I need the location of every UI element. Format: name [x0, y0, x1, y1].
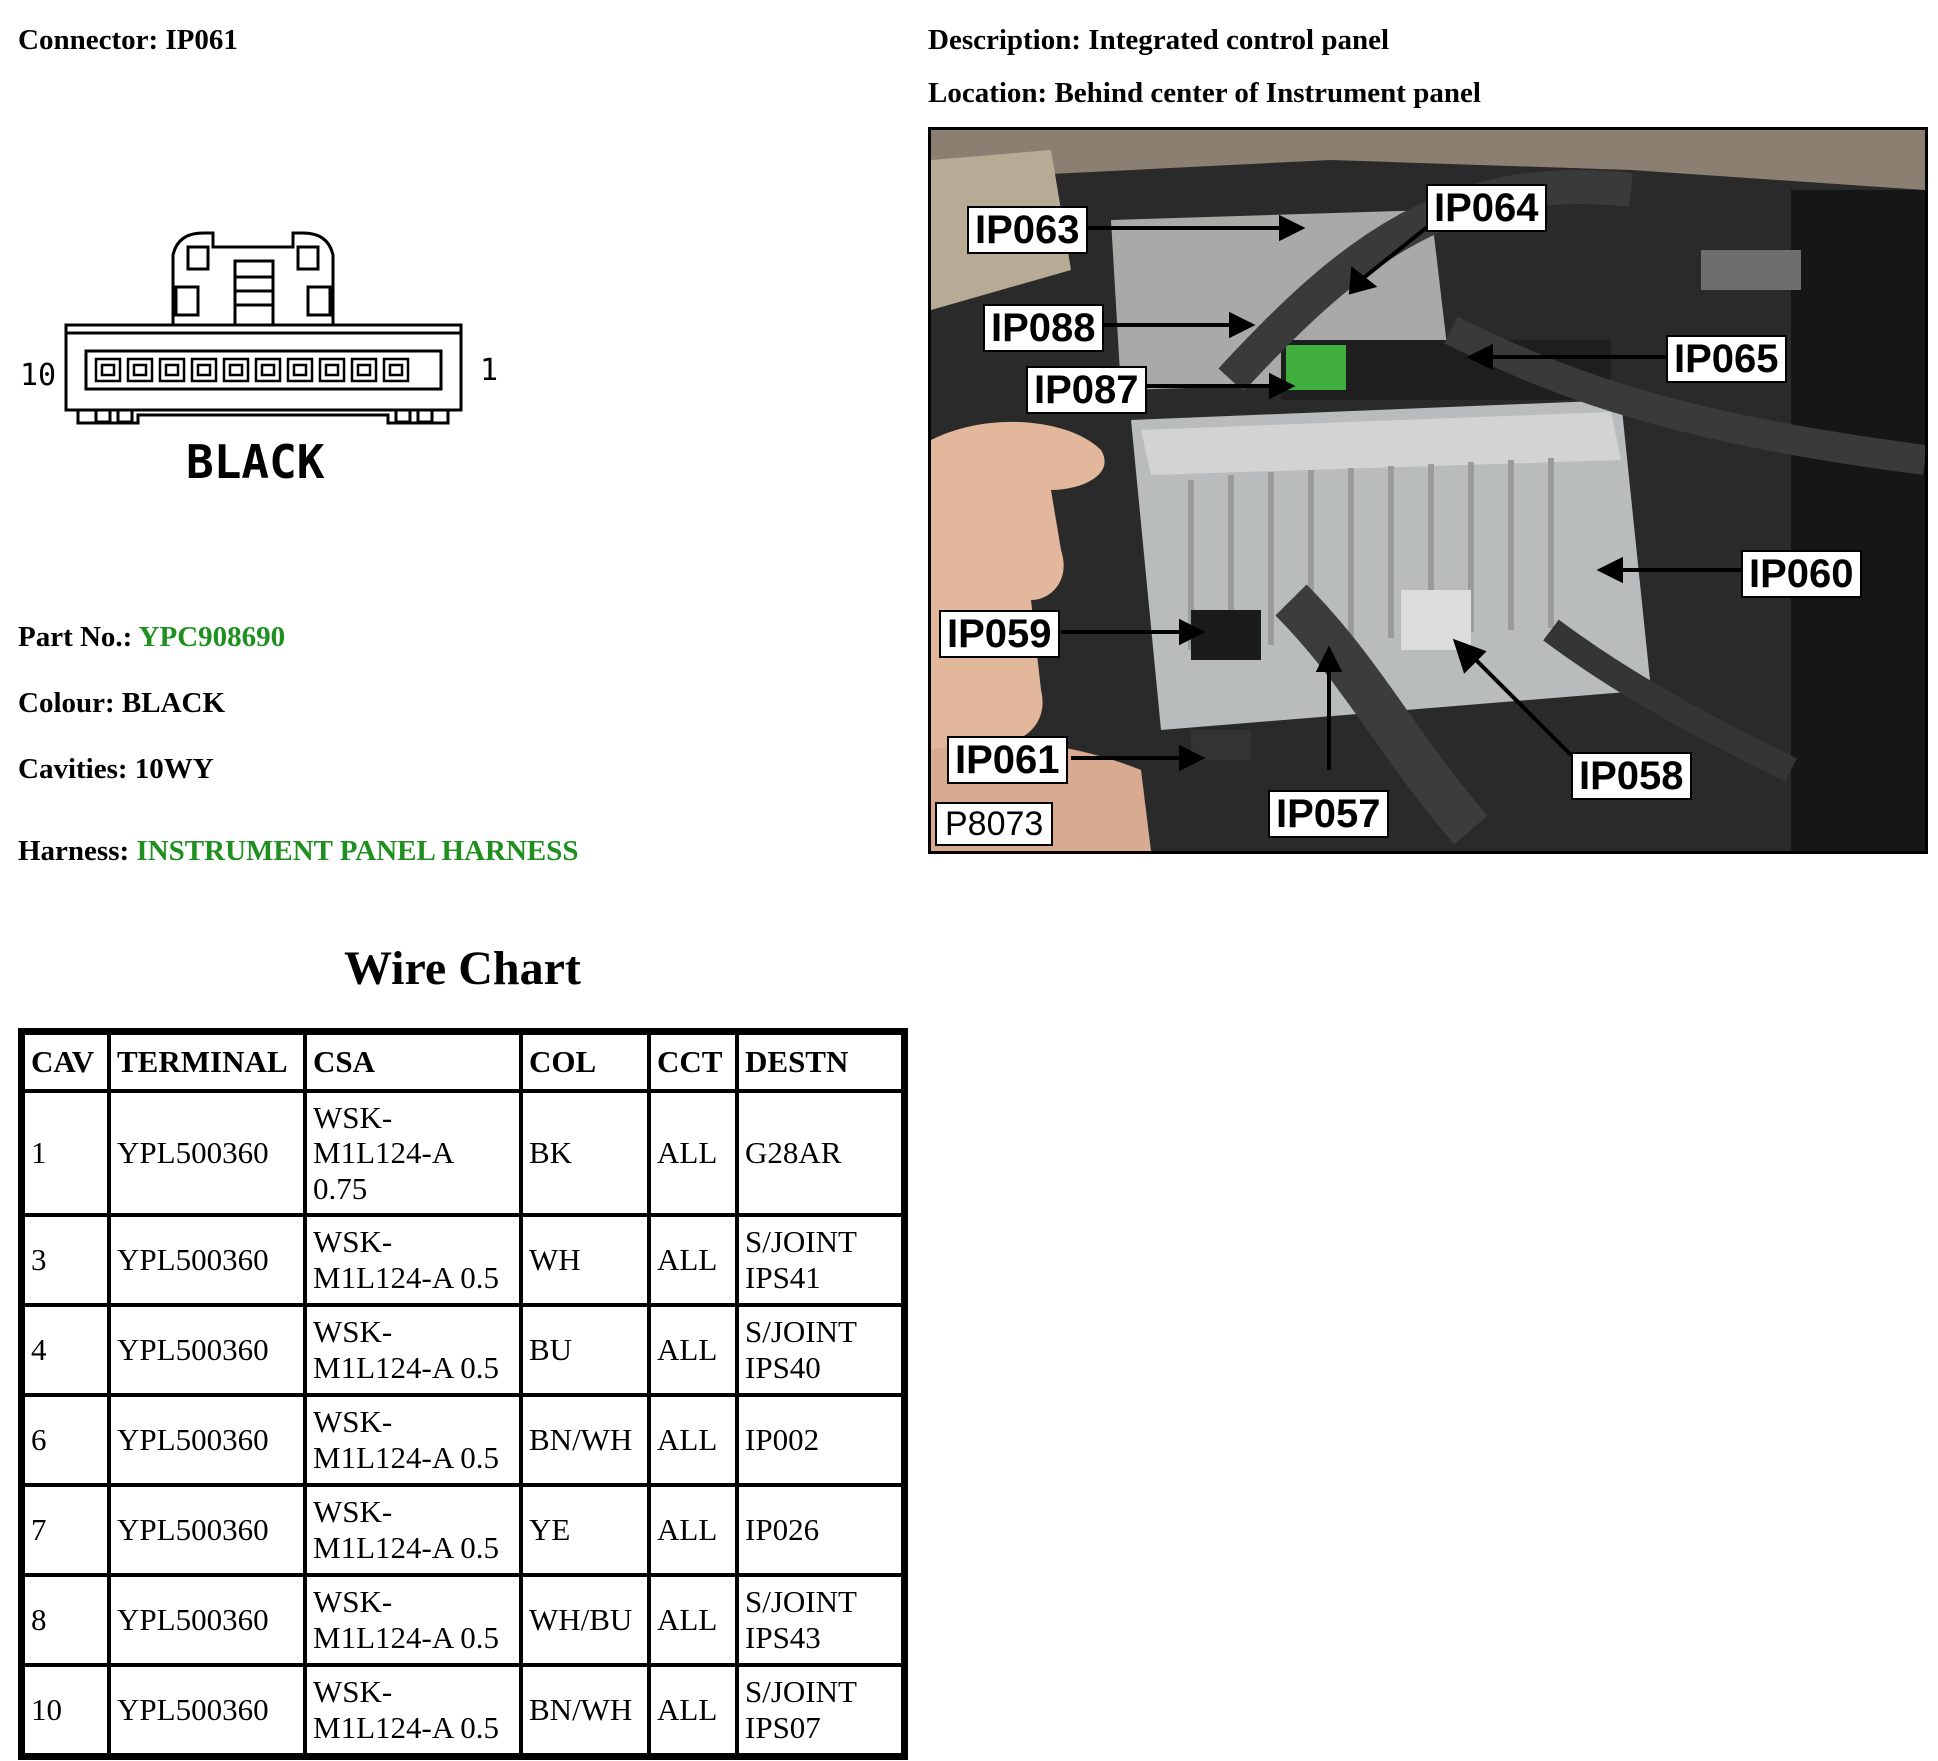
csa-line-1: WSK- [313, 1224, 393, 1260]
cell-csa [305, 1485, 521, 1575]
callout-ip059: IP059 [939, 610, 1060, 658]
callout-ip088: IP088 [983, 304, 1104, 352]
destn-line-1: S/JOINT [745, 1584, 857, 1620]
cell-terminal: YPL500360 [109, 1091, 305, 1215]
table-row [23, 1395, 903, 1485]
destn-line-2: IPS07 [745, 1710, 821, 1745]
cell-cct: ALL [649, 1665, 737, 1755]
harness-label: Harness: [18, 835, 130, 867]
cell-cav: 4 [23, 1305, 109, 1395]
cell-destn: IP026 [737, 1485, 903, 1575]
cell-destn [737, 1665, 903, 1755]
location-heading [928, 79, 1481, 108]
col-header-cct: CCT [649, 1033, 737, 1091]
harness-value: INSTRUMENT PANEL HARNESS [136, 835, 579, 867]
destn-line-2: IPS41 [745, 1260, 821, 1295]
callout-ip063: IP063 [967, 206, 1088, 254]
cell-cct: ALL [649, 1575, 737, 1665]
col-header-csa: CSA [305, 1033, 521, 1091]
table-row [23, 1665, 903, 1755]
csa-line-2: M1L124-A 0.5 [313, 1260, 499, 1295]
location-value: Behind center of Instrument panel [1054, 77, 1481, 109]
part-no-value: YPC908690 [138, 621, 286, 653]
csa-line-1: WSK- [313, 1314, 393, 1350]
table-row [23, 1575, 903, 1665]
cell-destn: G28AR [737, 1091, 903, 1215]
table-row [23, 1091, 903, 1215]
callout-ip065: IP065 [1666, 335, 1787, 383]
cell-terminal: YPL500360 [109, 1665, 305, 1755]
cell-terminal: YPL500360 [109, 1575, 305, 1665]
cell-csa [305, 1395, 521, 1485]
csa-line-1: WSK- [313, 1494, 393, 1530]
table-header-row [23, 1033, 903, 1091]
cell-csa [305, 1665, 521, 1755]
description-value: Integrated control panel [1088, 24, 1390, 56]
csa-line-2: M1L124-A [313, 1135, 455, 1171]
cell-cav: 10 [23, 1665, 109, 1755]
csa-line-2: M1L124-A 0.5 [313, 1620, 499, 1655]
location-photo [928, 127, 1928, 854]
csa-line-2: M1L124-A 0.5 [313, 1710, 499, 1745]
cell-csa [305, 1215, 521, 1305]
cell-col: BN/WH [521, 1665, 649, 1755]
cell-destn [737, 1305, 903, 1395]
cell-csa [305, 1305, 521, 1395]
cavities-label: Cavities: [18, 753, 128, 785]
col-header-col: COL [521, 1033, 649, 1091]
cell-col: YE [521, 1485, 649, 1575]
cell-col: WH [521, 1215, 649, 1305]
cell-destn: IP002 [737, 1395, 903, 1485]
wire-chart-title: Wire Chart [344, 942, 581, 995]
wire-chart-table [18, 1028, 908, 1760]
cavities-line [18, 755, 214, 784]
cell-terminal: YPL500360 [109, 1215, 305, 1305]
cell-destn [737, 1575, 903, 1665]
cell-cct: ALL [649, 1215, 737, 1305]
csa-line-1: WSK- [313, 1674, 393, 1710]
destn-line-1: S/JOINT [745, 1224, 857, 1260]
cell-col: BU [521, 1305, 649, 1395]
table-row [23, 1215, 903, 1305]
description-label: Description: [928, 24, 1082, 56]
colour-line [18, 689, 225, 718]
cell-col: BK [521, 1091, 649, 1215]
callout-ip064: IP064 [1426, 184, 1547, 232]
cell-col: WH/BU [521, 1575, 649, 1665]
col-header-cav: CAV [23, 1033, 109, 1091]
col-header-destn: DESTN [737, 1033, 903, 1091]
description-heading [928, 26, 1389, 55]
csa-line-2: M1L124-A 0.5 [313, 1440, 499, 1475]
part-no-label: Part No.: [18, 621, 133, 653]
table-row [23, 1305, 903, 1395]
destn-line-1: S/JOINT [745, 1674, 857, 1710]
cell-csa [305, 1575, 521, 1665]
part-no-line [18, 623, 285, 652]
cell-csa [305, 1091, 521, 1215]
callout-ip087: IP087 [1026, 366, 1147, 414]
cell-terminal: YPL500360 [109, 1395, 305, 1485]
connector-heading [18, 26, 238, 55]
csa-line-3: 0.75 [313, 1170, 368, 1206]
figure-reference: P8073 [935, 802, 1053, 846]
csa-line-1: WSK- [313, 1584, 393, 1620]
destn-line-2: IPS43 [745, 1620, 821, 1655]
cell-cct: ALL [649, 1485, 737, 1575]
connector-colour-text: BLACK [186, 435, 325, 489]
connector-value: IP061 [165, 24, 238, 56]
col-header-terminal: TERMINAL [109, 1033, 305, 1091]
colour-label: Colour: [18, 687, 115, 719]
location-label: Location: [928, 77, 1048, 109]
pin-left-number: 10 [20, 358, 57, 393]
cell-cct: ALL [649, 1091, 737, 1215]
callout-ip061: IP061 [947, 736, 1068, 784]
callout-ip060: IP060 [1741, 550, 1862, 598]
csa-line-1: WSK- [313, 1099, 393, 1135]
callout-ip058: IP058 [1571, 752, 1692, 800]
cell-cav: 3 [23, 1215, 109, 1305]
csa-line-2: M1L124-A 0.5 [313, 1350, 499, 1385]
cell-cav: 8 [23, 1575, 109, 1665]
csa-line-2: M1L124-A 0.5 [313, 1530, 499, 1565]
harness-line [18, 837, 579, 866]
destn-line-1: S/JOINT [745, 1314, 857, 1350]
cell-destn [737, 1215, 903, 1305]
destn-line-2: IPS40 [745, 1350, 821, 1385]
cell-col: BN/WH [521, 1395, 649, 1485]
connector-label: Connector: [18, 24, 159, 56]
cell-terminal: YPL500360 [109, 1485, 305, 1575]
cell-cav: 1 [23, 1091, 109, 1215]
cell-cav: 6 [23, 1395, 109, 1485]
cell-cav: 7 [23, 1485, 109, 1575]
csa-line-1: WSK- [313, 1404, 393, 1440]
table-row [23, 1485, 903, 1575]
cell-cct: ALL [649, 1395, 737, 1485]
cell-terminal: YPL500360 [109, 1305, 305, 1395]
colour-value: BLACK [121, 687, 226, 719]
pin-right-number: 1 [480, 353, 499, 388]
callout-ip057: IP057 [1268, 790, 1389, 838]
cell-cct: ALL [649, 1305, 737, 1395]
connector-face-diagram [18, 225, 508, 500]
cavities-value: 10WY [134, 753, 214, 785]
